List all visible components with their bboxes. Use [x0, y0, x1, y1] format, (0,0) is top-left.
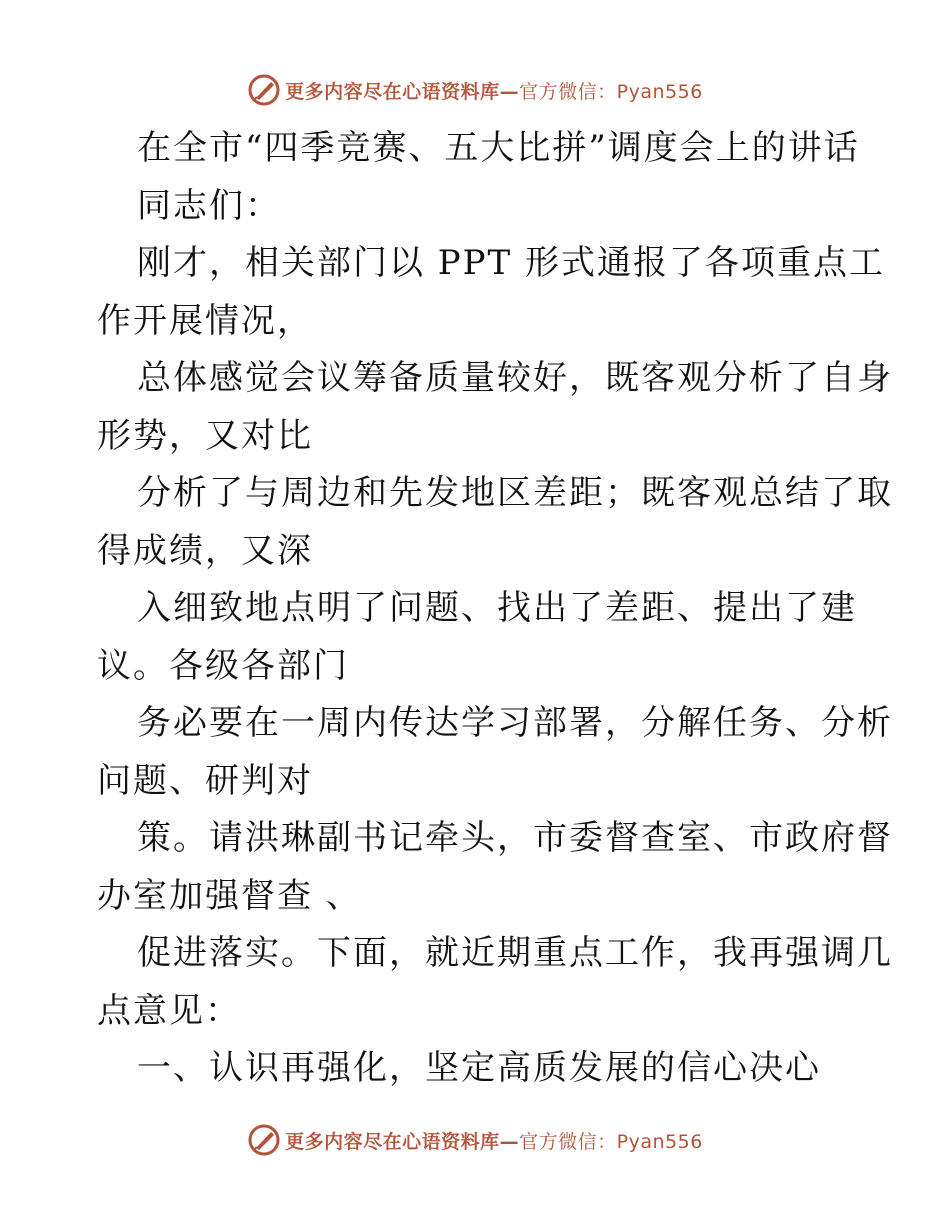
- salutation: 同志们：: [137, 185, 281, 226]
- paragraph-line: 总体感觉会议筹备质量较好，既客观分析了自身: [137, 358, 893, 398]
- document-body: [97, 120, 893, 1098]
- paragraph-line: 议。各级各部门: [97, 645, 349, 686]
- paragraph-line: 促进落实。下面，就近期重点工作，我再强调几: [137, 933, 893, 973]
- footer-watermark: [0, 1120, 950, 1160]
- watermark-brand: 更多内容尽在心语资料库—: [285, 80, 520, 103]
- paragraph-line: 作开展情况，: [97, 300, 313, 341]
- paragraph-line: 办室加强督查 、: [97, 875, 362, 916]
- paragraph-line: 得成绩，又深: [97, 530, 313, 571]
- paragraph-line: 务必要在一周内传达学习部署，分解任务、分析: [137, 703, 893, 743]
- paragraph-line: 问题、研判对: [97, 760, 313, 801]
- paragraph-line: 形势，又对比: [97, 415, 313, 456]
- header-watermark: [0, 70, 950, 110]
- watermark-wechat: 官方微信：Pyan556: [519, 1130, 703, 1153]
- watermark-text: [285, 1127, 703, 1154]
- watermark-brand: 更多内容尽在心语资料库—: [285, 1130, 520, 1153]
- paragraph-line: 点意见：: [97, 990, 241, 1031]
- paragraph-line: 入细致地点明了问题、找出了差距、提出了建: [137, 588, 857, 628]
- paragraph-line: 策。请洪琳副书记牵头，市委督查室、市政府督: [137, 818, 893, 858]
- section-heading: 一、认识再强化，坚定高质发展的信心决心: [137, 1048, 821, 1088]
- document-title: 在全市“四季竞赛、五大比拼”调度会上的讲话: [137, 128, 860, 168]
- quill-circle-logo-icon: [247, 1123, 281, 1157]
- paragraph-line: 刚才，相关部门以 PPT 形式通报了各项重点工: [137, 243, 886, 283]
- watermark-wechat: 官方微信：Pyan556: [519, 80, 703, 103]
- paragraph-line: 分析了与周边和先发地区差距；既客观总结了取: [137, 473, 893, 513]
- watermark-text: [285, 77, 703, 104]
- quill-circle-logo-icon: [247, 73, 281, 107]
